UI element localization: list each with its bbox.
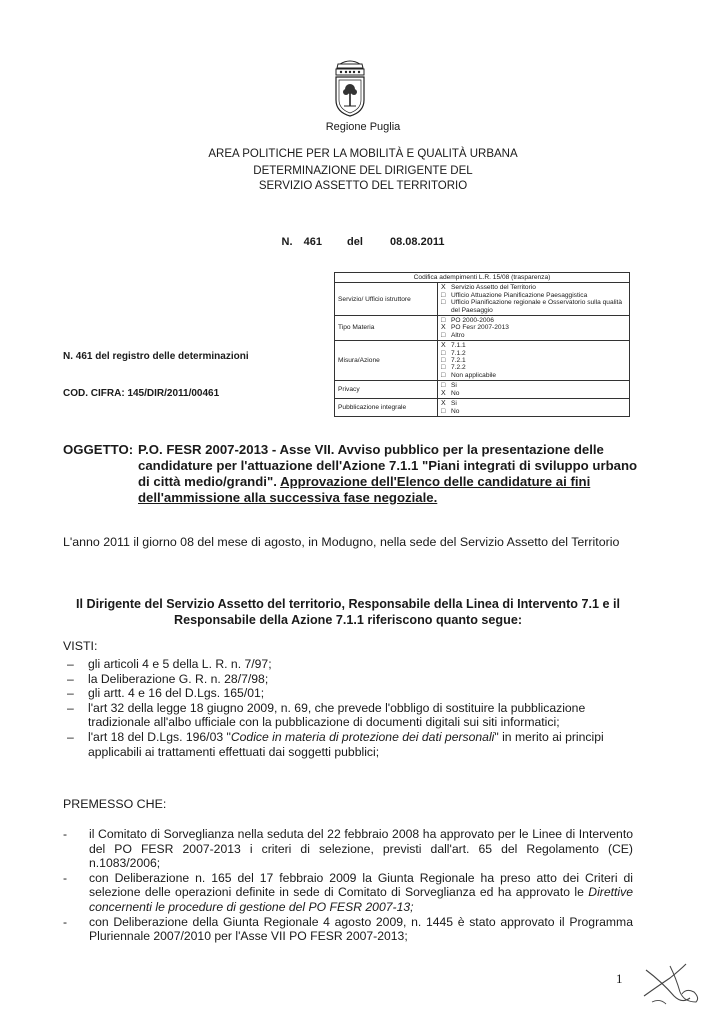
oggetto-block [63, 442, 643, 506]
option-item [441, 408, 626, 415]
option-item [441, 357, 626, 364]
list-item: - il Comitato di Sorveglianza nella seduta del 22 febbraio 2008 ha approvato per le Linee di Intervento del PO FESR 2007-2013 i criteri di selezione, previsti dall'art. 65 del Regolamento (CE) n.1083/2006; [63, 827, 633, 871]
row-options [438, 341, 630, 381]
list-item-text-post: " in merito ai principi applicabili ai trattamenti effettuati dai soggetti pubblici; [88, 729, 604, 759]
option-item [441, 390, 626, 397]
list-item-text: l'art 32 della legge 18 giugno 2009, n. 69, che prevede l'obbligo di sostituire la pubblicazione tradizionale all'albo ufficiale con la pubblicazione di documenti digitali sui siti informatici; [88, 700, 586, 730]
row-label: Privacy [335, 381, 438, 399]
option-label: Altro [451, 331, 465, 339]
list-item-text: gli articoli 4 e 5 della L. R. n. 7/97; [88, 657, 272, 671]
list-item: – l'art 32 della legge 18 giugno 2009, n. 69, che prevede l'obbligo di sostituire la pubblicazione tradizionale all'albo ufficiale con la pubblicazione di documenti digitali sui siti informatici; [67, 700, 586, 730]
determination-title-line2: SERVIZIO ASSETTO DEL TERRITORIO [258, 180, 468, 192]
row-label: Misura/Azione [335, 341, 438, 381]
intro-paragraph: L'anno 2011 il giorno 08 del mese di agosto, in Modugno, nella sede del Servizio Assetto del Territorio [63, 535, 620, 549]
row-options [438, 316, 630, 341]
register-note: N. 461 del registro delle determinazioni [63, 351, 249, 362]
option-item [441, 317, 626, 324]
checkbox-mark: □ [441, 364, 446, 372]
row-label: Servizio/ Ufficio istruttore [335, 283, 438, 316]
checkbox-mark: X [441, 342, 446, 350]
checkbox-mark: □ [441, 371, 446, 379]
option-item [441, 364, 626, 371]
checkbox-mark: □ [441, 357, 446, 365]
list-item-text: con Deliberazione della Giunta Regionale 4 agosto 2009, n. 1445 è stato approvato il Programma Pluriennale 2007/2010 per l'Asse VII PO FESR 2007-2013; [89, 914, 633, 944]
transparency-table-header: Codifica adempimenti L.R. 15/08 (trasparenza) [335, 273, 630, 283]
checkbox-mark: X [441, 324, 446, 332]
option-item [441, 350, 626, 357]
option-item [441, 284, 626, 291]
list-item-italic: Codice in materia di protezione dei dati personali [230, 729, 495, 744]
table-row [335, 381, 630, 399]
row-options [438, 399, 630, 417]
option-item [441, 332, 626, 339]
area-title: AREA POLITICHE PER LA MOBILITÀ E QUALITÀ URBANA [208, 148, 518, 160]
list-item: – gli artt. 4 e 16 del D.Lgs. 165/01; [67, 686, 265, 701]
option-label: Si [451, 382, 457, 390]
oggetto-text [138, 442, 643, 506]
table-row [335, 316, 630, 341]
option-label: No [451, 389, 460, 397]
checkbox-mark: X [441, 284, 446, 292]
option-item [441, 400, 626, 407]
list-item-italic: Direttive concernenti le procedure di gestione del PO FESR 2007-13; [89, 885, 633, 914]
premesso-heading: PREMESSO CHE: [63, 797, 167, 811]
option-item [441, 324, 626, 331]
option-item [441, 372, 626, 379]
oggetto-text-plain: P.O. FESR 2007-2013 - Asse VII. Avviso pubblico per la presentazione delle candidature per l'attuazione dell'Azione 7.1.1 "Piani integrati di sviluppo urbano di città medio/grandi". [138, 442, 638, 489]
table-row [335, 341, 630, 381]
visti-heading: VISTI: [63, 639, 98, 653]
checkbox-mark: □ [441, 349, 446, 357]
list-item: – l'art 18 del D.Lgs. 196/03 "Codice in materia di protezione dei dati personali" in merito ai principi applicabili ai trattamenti effettuati dai soggetti pubblici; [67, 729, 604, 759]
determination-number: 461 [303, 236, 322, 248]
option-item [441, 342, 626, 349]
region-name: Regione Puglia [325, 121, 401, 133]
checkbox-mark: □ [441, 331, 446, 339]
table-row [335, 399, 630, 417]
checkbox-mark: □ [441, 291, 446, 299]
list-item: – la Deliberazione G. R. n. 28/7/98; [67, 671, 269, 686]
row-label: Tipo Materia [335, 316, 438, 341]
list-item-text: il Comitato di Sorveglianza nella seduta del 22 febbraio 2008 ha approvato per le Linee di Intervento del PO FESR 2007-2013 i criteri di selezione, previsti dall'art. 65 del Regolamento (CE) n.1083/2006; [89, 827, 633, 871]
table-row [335, 283, 630, 316]
dirigente-statement: Il Dirigente del Servizio Assetto del territorio, Responsabile della Linea di Intervento 7.1 e il Responsabile della Azione 7.1.1 riferiscono quanto segue: [75, 597, 620, 627]
option-item [441, 292, 626, 299]
option-label: Ufficio Attuazione Pianificazione Paesaggistica [451, 291, 588, 299]
date-label: del [347, 236, 363, 248]
cod-cifra: COD. CIFRA: 145/DIR/2011/00461 [63, 388, 220, 399]
list-item-text: gli artt. 4 e 16 del D.Lgs. 165/01; [88, 686, 265, 701]
number-label: N. [281, 236, 293, 248]
list-item: - con Deliberazione della Giunta Regionale 4 agosto 2009, n. 1445 è stato approvato il Programma Pluriennale 2007/2010 per l'Asse VII PO FESR 2007-2013; [63, 914, 633, 944]
list-item: – gli articoli 4 e 5 della L. R. n. 7/97; [67, 657, 272, 671]
option-label: No [451, 407, 460, 415]
option-label: Ufficio Pianificazione regionale e Osservatorio sulla qualità del Paesaggio [451, 299, 623, 314]
handwritten-signature-icon [640, 958, 702, 1010]
option-label: PO Fesr 2007-2013 [451, 324, 509, 332]
oggetto-label: OGGETTO: [63, 442, 134, 457]
row-options [438, 283, 630, 316]
option-label: 7.2.1 [451, 357, 466, 365]
list-item-text: la Deliberazione G. R. n. 28/7/98; [88, 671, 269, 686]
list-item: - con Deliberazione n. 165 del 17 febbraio 2009 la Giunta Regionale ha preso atto dei Criteri di selezione delle operazioni definite in sede di Comitato di Sorveglianza ed ha approvato le Direttive concernenti le procedure di gestione del PO FESR 2007-13; [63, 870, 633, 914]
checkbox-mark: X [441, 389, 446, 397]
premesso-list [63, 827, 633, 944]
oggetto-text-underlined: Approvazione dell'Elenco delle candidature ai fini dell'ammissione alla successiva fase negoziale. [138, 474, 591, 505]
checkbox-mark: □ [441, 382, 446, 390]
option-label: 7.2.2 [451, 364, 466, 372]
transparency-table [334, 272, 630, 417]
checkbox-mark: □ [441, 299, 446, 307]
checkbox-mark: □ [441, 407, 446, 415]
option-label: PO 2000-2006 [451, 317, 494, 325]
option-label: Servizio Assetto del Territorio [451, 284, 536, 292]
row-label: Pubblicazione integrale [335, 399, 438, 417]
option-label: Non applicabile [451, 371, 497, 379]
list-item-text: l'art 18 del D.Lgs. 196/03 " [88, 729, 231, 744]
determination-title-line1: DETERMINAZIONE DEL DIRIGENTE DEL [253, 165, 473, 177]
regione-puglia-crest-icon [330, 58, 370, 120]
option-label: 7.1.1 [451, 342, 466, 350]
page-number: 1 [616, 971, 623, 986]
row-options [438, 381, 630, 399]
checkbox-mark: X [441, 400, 446, 408]
checkbox-mark: □ [441, 317, 446, 325]
determination-date: 08.08.2011 [390, 236, 445, 248]
visti-list [63, 657, 633, 759]
determination-number-line [0, 236, 726, 248]
option-item [441, 382, 626, 389]
option-item [441, 299, 626, 314]
option-label: 7.1.2 [451, 349, 466, 357]
list-item-text: con Deliberazione n. 165 del 17 febbraio 2009 la Giunta Regionale ha preso atto dei Criteri di selezione delle operazioni definite in sede di Comitato di Sorveglianza ed ha approvato le [89, 870, 633, 900]
option-label: Si [451, 400, 457, 408]
